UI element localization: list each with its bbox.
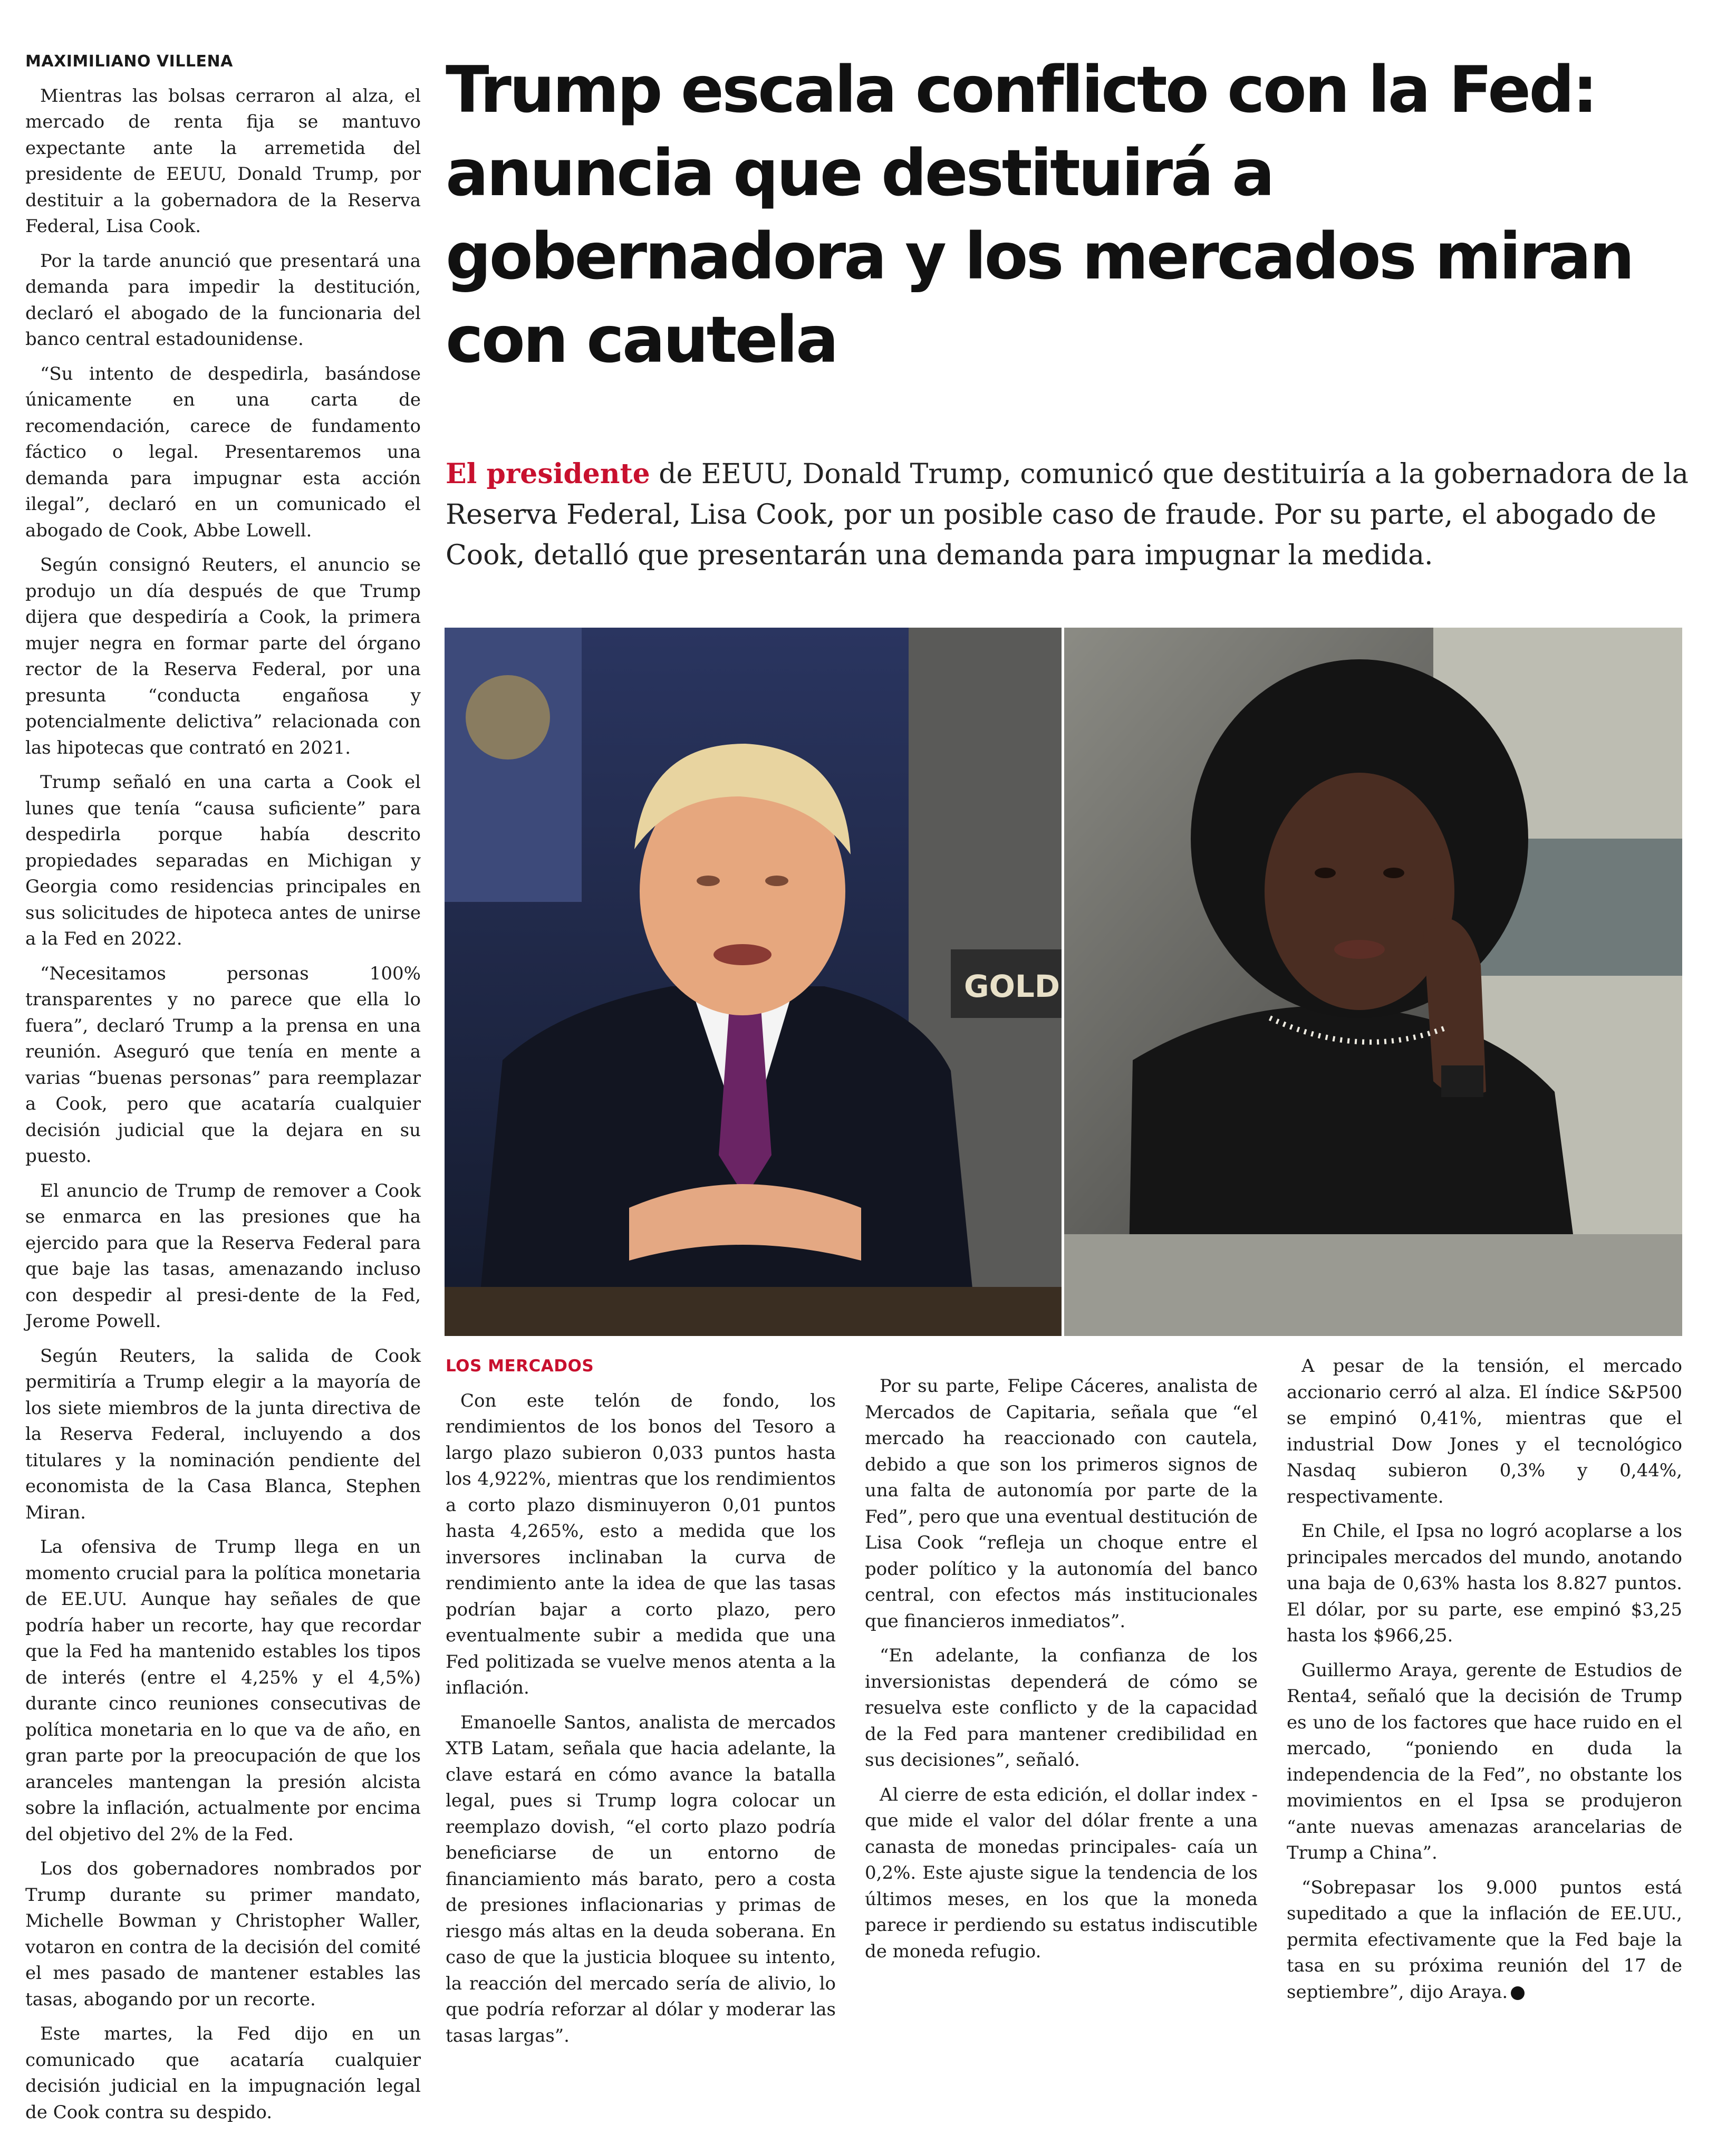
photo-cook-illustration (1064, 628, 1682, 1336)
paragraph: Con este telón de fondo, los rendimientos de los bonos del Tesoro a largo plazo subieron 0,033 puntos hasta los 4,922%, mientras que los rendimientos a corto plazo disminuyeron 0,01 puntos hasta 4,265%, esto a medida que los inversores inclinaban la curva de rendimiento ante la idea de que las tasas podrían bajar a corto plazo, pero eventualmente subir a medida que una Fed politizada se vuelve menos atenta a la inflación. (446, 1390, 836, 1698)
paragraph-final (1287, 1875, 1682, 2006)
lead-text: de EEUU, Donald Trump, comunicó que destituiría a la gobernadora de la Reserva Federal, Lisa Cook, por un posible caso de fraude. Por su parte, el abogado de Cook, detalló que presentarán una demanda para impugnar la medida. (446, 458, 1689, 571)
background-sign: GOLD (964, 968, 1060, 1004)
photo-cook (1064, 628, 1682, 1336)
paragraph: Mientras las bolsas cerraron al alza, el mercado de renta fija se mantuvo expectante ante la arremetida del presidente de EEUU, Donald Trump, por destituir a la gobernadora de la Reserva Federal, Lisa Cook. (25, 85, 421, 237)
headline: Trump escala conflicto con la Fed: anuncia que destituirá a gobernadora y los mercados miran con cautela (446, 53, 1633, 377)
paragraph: “Necesitamos personas 100% transparentes y no parece que ella lo fuera”, declaró Trump a la prensa en una reunión. Aseguró que tenía en mente a varias “buenas personas” para reemplazar a Cook, pero que acataría cualquier decisión judicial que la dejara en su puesto. (25, 963, 421, 1167)
paragraph: Emanoelle Santos, analista de mercados XTB Latam, señala que hacia adelante, la clave estará en cómo avance la batalla legal, pues si Trump logra colocar un reemplazo dovish, “el corto plazo podría beneficiarse de un entorno de financiamiento más barato, pero a costa de presiones inflacionarias y primas de riesgo más altas en la deuda soberana. En caso de que la justicia bloquee su intento, la reacción del mercado sería de alivio, lo que podría reforzar al dólar y moderar las tasas largas”. (446, 1712, 836, 2046)
lead-kicker: El presidente (446, 458, 650, 490)
paragraph: Al cierre de esta edición, el dollar index - que mide el valor del dólar frente a una canasta de monedas principales- caía un 0,2%. Este ajuste sigue la tendencia de los últimos meses, en los que la moneda parece ir perdiendo su estatus indiscutible de moneda refugio. (865, 1784, 1258, 1962)
paragraph: La ofensiva de Trump llega en un momento crucial para la política monetaria de EE.UU. Aunque hay señales de que podría haber un recorte, hay que recordar que la Fed ha mantenido estables los tipos de interés (entre el 4,25% y el 4,5%) durante cinco reuniones consecutivas de política monetaria en lo que va de año, en gran parte por la preocupación de que los aranceles mantengan la presión alcista sobre la inflación, actualmente por encima del objetivo del 2% de la Fed. (25, 1536, 421, 1845)
paragraph: Este martes, la Fed dijo en un comunicado que acataría cualquier decisión judicial en la impugnación legal de Cook contra su despido. (25, 2023, 421, 2123)
paragraph: Trump señaló en una carta a Cook el lunes que tenía “causa suficiente” para despedirla porque había descrito propiedades separadas en Michigan y Georgia como residencias principales en sus solicitudes de hipoteca antes de unirse a la Fed en 2022. (25, 772, 421, 949)
paragraph: Guillermo Araya, gerente de Estudios de Renta4, señaló que la decisión de Trump es uno de los factores que hace ruido en el mercado, “poniendo en duda la independencia de la Fed”, no obstante los movimientos en el Ipsa se produjeron “ante nuevas amenazas arancelarias de Trump a China”. (1287, 1659, 1682, 1863)
byline: MAXIMILIANO VILLENA (25, 52, 233, 71)
photo-trump-illustration (445, 628, 1062, 1336)
paragraph: Según consignó Reuters, el anuncio se produjo un día después de que Trump dijera que despediría a Cook, la primera mujer negra en formar parte del órgano rector de la Reserva Federal, por una presunta “conducta engañosa y potencialmente delictiva” relacionada con las hipotecas que contrató en 2021. (25, 554, 421, 758)
paragraph: Por su parte, Felipe Cáceres, analista de Mercados de Capitaria, señala que “el mercado ha reaccionado con cautela, debido a que son los primeros signos de una falta de autonomía por parte de la Fed”, pero que una eventual destitución de Lisa Cook “refleja un choque entre el poder político y la autonomía del banco central, con efectos más institucionales que financieros inmediatos”. (865, 1376, 1258, 1632)
paragraph: “Su intento de despedirla, basándose únicamente en una carta de recomendación, carece de fundamento fáctico o legal. Presentaremos una demanda para impugnar esta acción ilegal”, declaró en un comunicado el abogado de Cook, Abbe Lowell. (25, 363, 421, 541)
paragraph: “En adelante, la confianza de los inversionistas dependerá de cómo se resuelva este conflicto y de la capacidad de la Fed para mantener credibilidad en sus decisiones”, señaló. (865, 1645, 1258, 1771)
article-column-3 (865, 1373, 1258, 1973)
end-of-article-icon: P (1511, 1986, 1525, 2000)
paragraph: A pesar de la tensión, el mercado accionario cerró al alza. El índice S&P500 se empinó 0,41%, mientras que el industrial Dow Jones y el tecnológico Nasdaq subieron 0,3% y 0,44%, respectivamente. (1287, 1356, 1682, 1507)
paragraph: Según Reuters, la salida de Cook permitiría a Trump elegir a la mayoría de los siete miembros de la junta directiva de la Reserva Federal, incluyendo a dos titulares y la nominación pendiente del economista de la Casa Blanca, Stephen Miran. (25, 1345, 421, 1523)
lead-paragraph (446, 454, 1690, 576)
section-heading: LOS MERCADOS (446, 1357, 594, 1376)
paragraph-final-text: “Sobrepasar los 9.000 puntos está supeditado a que la inflación de EE.UU., permita efectivamente que la Fed baje la tasa en su próxima reunión del 17 de septiembre”, dijo Araya. (1287, 1877, 1682, 2003)
article-column-2 (446, 1353, 836, 2058)
photo-trump (445, 628, 1062, 1336)
paragraph: En Chile, el Ipsa no logró acoplarse a los principales mercados del mundo, anotando una baja de 0,63% hasta los 8.827 puntos. El dólar, por su parte, ese empinó $3,25 hasta los $966,25. (1287, 1521, 1682, 1646)
article-column-1 (25, 49, 421, 2134)
paragraph: El anuncio de Trump de remover a Cook se enmarca en las presiones que ha ejercido para que la Reserva Federal para que baje las tasas, amenazando incluso con despedir al presi-dente de la Fed, Jerome Powell. (25, 1180, 421, 1332)
paragraph: Por la tarde anunció que presentará una demanda para impedir la destitución, declaró el abogado de la funcionaria del banco central estadounidense. (25, 250, 421, 350)
paragraph: Los dos gobernadores nombrados por Trump durante su primer mandato, Michelle Bowman y Christopher Waller, votaron en contra de la decisión del comité el mes pasado de mantener estables las tasas, abogando por un recorte. (25, 1858, 421, 2010)
article-column-4 (1287, 1353, 1682, 2014)
